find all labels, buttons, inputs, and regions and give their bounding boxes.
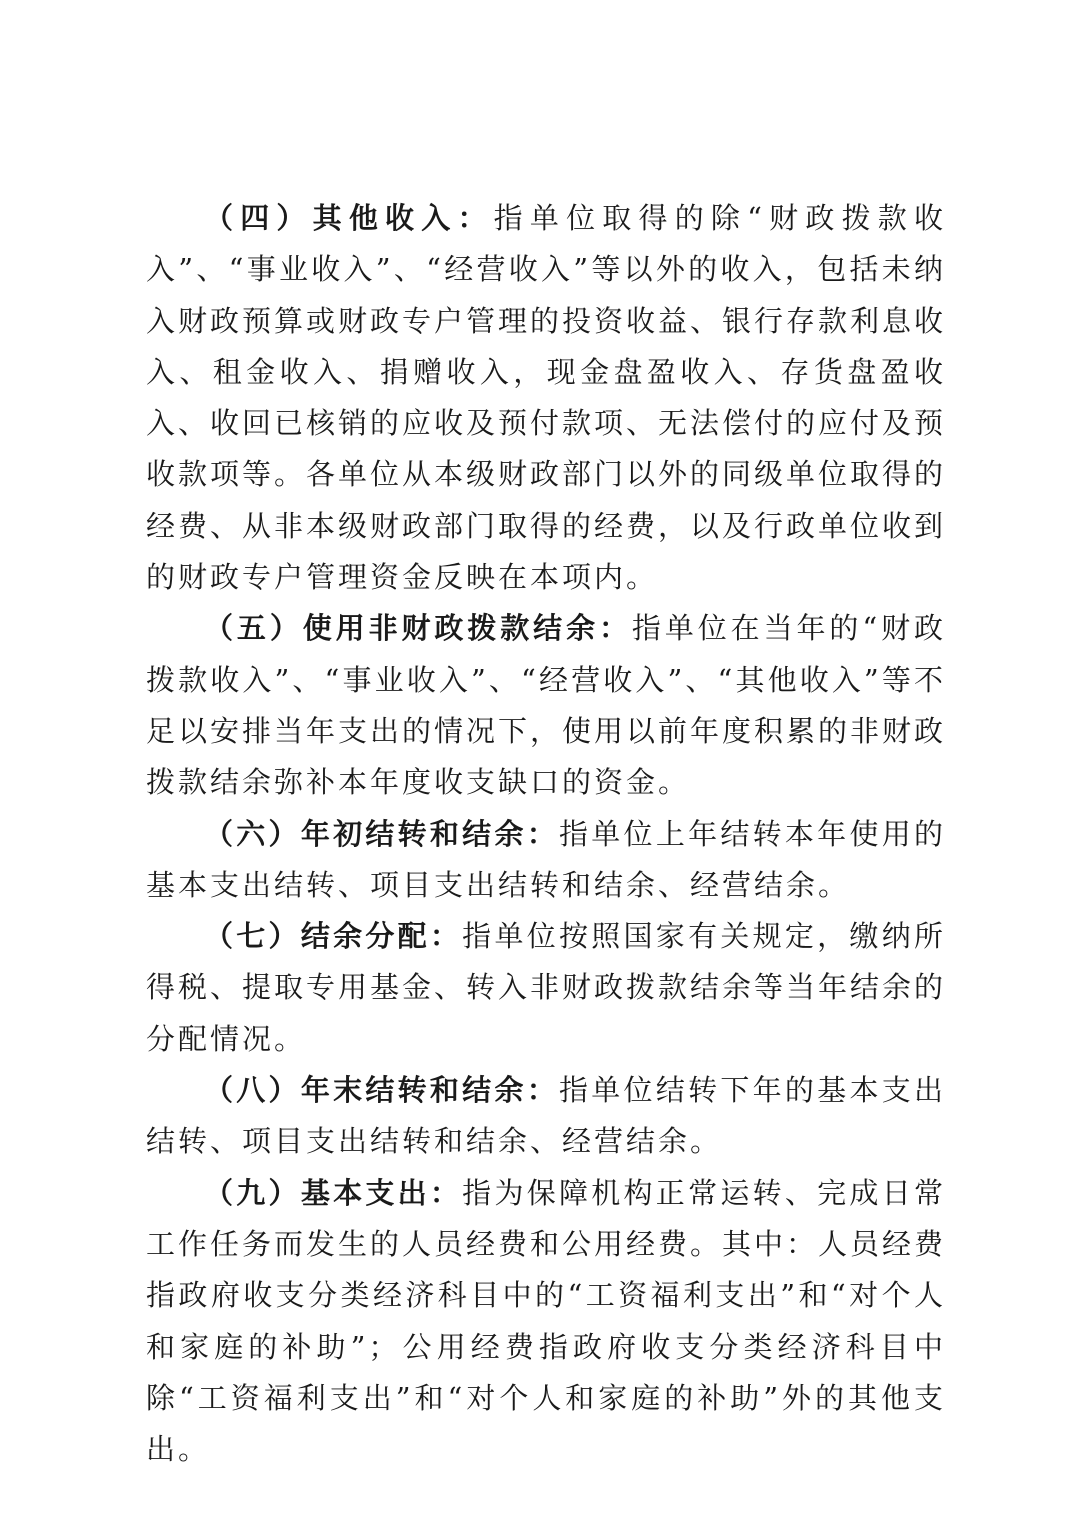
- paragraph-opening-carryover: [146, 809, 946, 912]
- paragraph-title: （四）其他收入：: [204, 201, 494, 235]
- paragraph-other-income: [146, 193, 946, 603]
- paragraph-title: （八）年末结转和结余：: [204, 1073, 559, 1108]
- paragraph-text: 指单位结转下年的基本支出结转、项目支出结转和结余、经营结余。: [146, 1073, 946, 1159]
- paragraph-text: 指为保障机构正常运转、完成日常工作任务而发生的人员经费和公用经费。其中：人员经费指政府收支分类经济科目中的“工资福利支出”和“对个人和家庭的补助”；公用经费指政府收支分类经济科目中除“工资福利支出”和“对个人和家庭的补助”外的其他支出。: [146, 1175, 947, 1467]
- paragraph-text: 指单位取得的除“财政拨款收入”、“事业收入”、“经营收入”等以外的收入，包括未纳入财政预算或财政专户管理的投资收益、银行存款利息收入、租金收入、捐赠收入，现金盘盈收入、存货盘盈收入、收回已核销的应收及预付款项、无法偿付的应付及预收款项等。各单位从本级财政部门以外的同级单位取得的经费、从非本级财政部门取得的经费，以及行政单位收到的财政专户管理资金反映在本项内。: [146, 201, 947, 595]
- paragraph-surplus-distribution: [146, 911, 946, 1065]
- paragraph-title: （七）结余分配：: [204, 919, 463, 954]
- paragraph-text: 指单位按照国家有关规定，缴纳所得税、提取专用基金、转入非财政拨款结余等当年结余的分配情况。: [146, 919, 947, 1056]
- paragraph-non-fiscal-surplus: [146, 603, 946, 808]
- paragraph-text: 指单位上年结转本年使用的基本支出结转、项目支出结转和结余、经营结余。: [146, 816, 946, 902]
- paragraph-title: （五）使用非财政拨款结余：: [204, 611, 632, 646]
- paragraph-closing-carryover: [146, 1065, 946, 1168]
- paragraph-title: （九）基本支出：: [204, 1175, 463, 1210]
- document-body: [146, 193, 946, 1475]
- paragraph-title: （六）年初结转和结余：: [204, 816, 559, 851]
- paragraph-basic-expenditure: [146, 1168, 946, 1476]
- paragraph-text: 指单位在当年的“财政拨款收入”、“事业收入”、“经营收入”、“其他收入”等不足以安排当年支出的情况下，使用以前年度积累的非财政拨款结余弥补本年度收支缺口的资金。: [146, 611, 947, 800]
